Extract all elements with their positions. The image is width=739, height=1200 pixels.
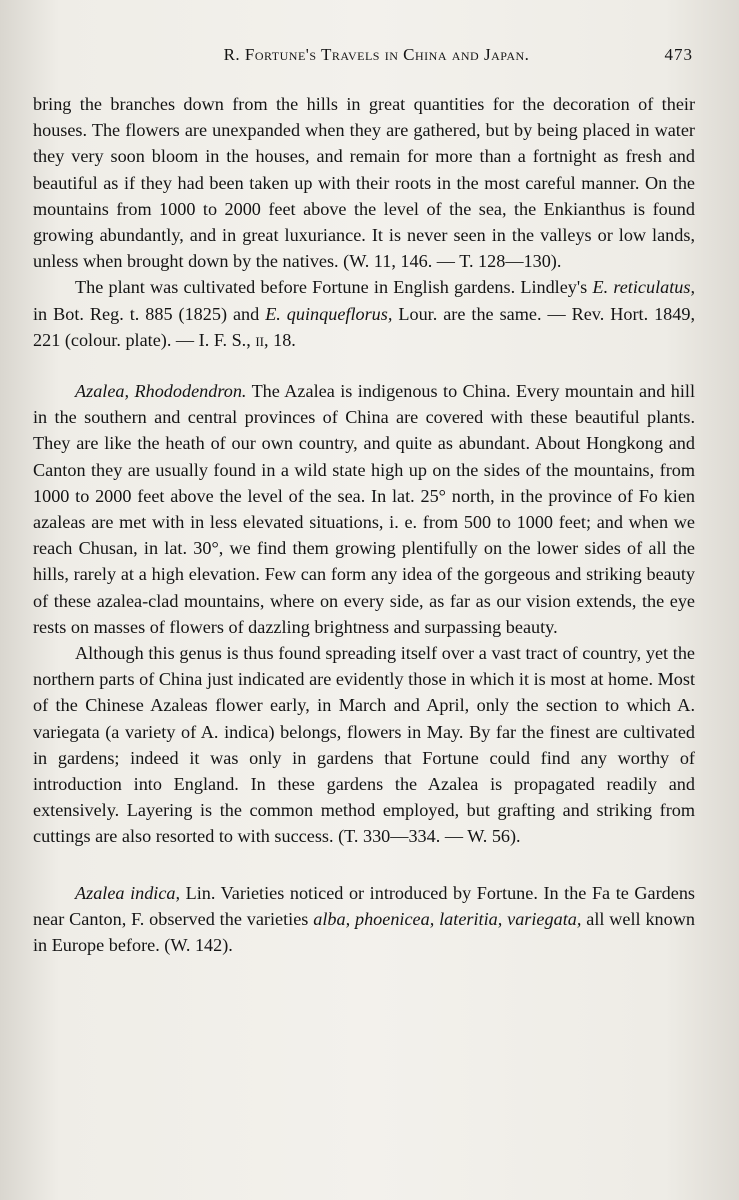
paragraph-azalea — [33, 378, 695, 640]
paragraph-text: bring the branches down from the hills in great quantities for the decoration of their houses. The flowers are unexpanded when they are gathered, but by being placed in water they very soon bloom in the houses, and remain for more than a fortnight as fresh and beautiful as if they had been taken up with their roots in the most careful manner. On the mountains from 1000 to 2000 feet above the level of the sea, the Enkianthus is found growing abundantly, and in great luxuriance. It is never seen in the valleys or low lands, unless when brought down by the natives. (W. 11, 146. — T. 128—130). — [33, 94, 695, 272]
text-run: Lour. are the same. — Rev. Hort. 1849, 221 (colour. plate). — I. F. S., — [33, 303, 695, 350]
text-run: , 18. — [264, 329, 296, 350]
paragraph-enkianthus-continued — [33, 91, 695, 274]
paragraph-text: The Azalea is indigenous to China. Every mountain and hill in the southern and central provinces of China are covered with these beautiful plants. They are like the heath of our own country, and quite as abundant. About Hongkong and Canton they are usually found in a wild state high up on the sides of the mountains, from 1000 to 2000 feet above the level of the sea. In lat. 25° north, in the province of Fo kien azaleas are met with in less elevated situations, i. e. from 500 to 1000 feet; and when we reach Chusan, in lat. 30°, we find them growing plentifully on the lower sides of all the hills, rarely at a high elevation. Few can form any idea of the gorgeous and striking beauty of these azalea-clad mountains, where on every side, as far as our vision extends, the eye rests on masses of flowers of dazzling brightness and surpassing beauty. — [33, 381, 695, 637]
paragraph-azalea-indica — [33, 880, 695, 959]
paragraph-azalea-genus — [33, 640, 695, 850]
paragraph-text: Although this genus is thus found spreading itself over a vast tract of country, yet the northern parts of China just indicated are evidently those in which it is most at home. Most of the Chinese Azaleas flower early, in March and April, only the section to which A. variegata (a variety of A. indica) belongs, flowers in May. By far the finest are cultivated in gardens; indeed it was only in gardens that Fortune could find any worthy of introduction into England. In these gardens the Azalea is propagated readily and extensively. Layering is the common method employed, but grafting and striking from cuttings are also resorted to with success. (T. 330—334. — W. 56). — [33, 643, 695, 847]
variety-names: alba, phoenicea, lateritia, variegata, — [313, 908, 582, 929]
text-run: The plant was cultivated before Fortune in English gardens. Lindley's — [75, 277, 593, 298]
text-run: all well known in Europe before. (W. 142). — [33, 908, 695, 956]
volume-numeral: ii — [255, 329, 264, 350]
page-number: 473 — [664, 45, 693, 64]
species-name: E. quinqueflorus, — [265, 303, 393, 324]
text-run: Lin. Varieties noticed or introduced by Fortune. In the Fa te Gardens near Canton, F. observed the varieties — [33, 882, 695, 929]
section-heading: Azalea indica, — [75, 882, 181, 903]
paragraph-enkianthus-note — [33, 274, 695, 353]
section-heading: Azalea, Rhododendron. — [75, 381, 247, 402]
text-run: in Bot. Reg. t. 885 (1825) and — [33, 303, 266, 324]
page-body — [33, 91, 695, 958]
species-name: E. reticulatus, — [592, 277, 695, 298]
page-header — [30, 45, 693, 71]
running-head: R. Fortune's Travels in China and Japan. — [223, 45, 530, 64]
